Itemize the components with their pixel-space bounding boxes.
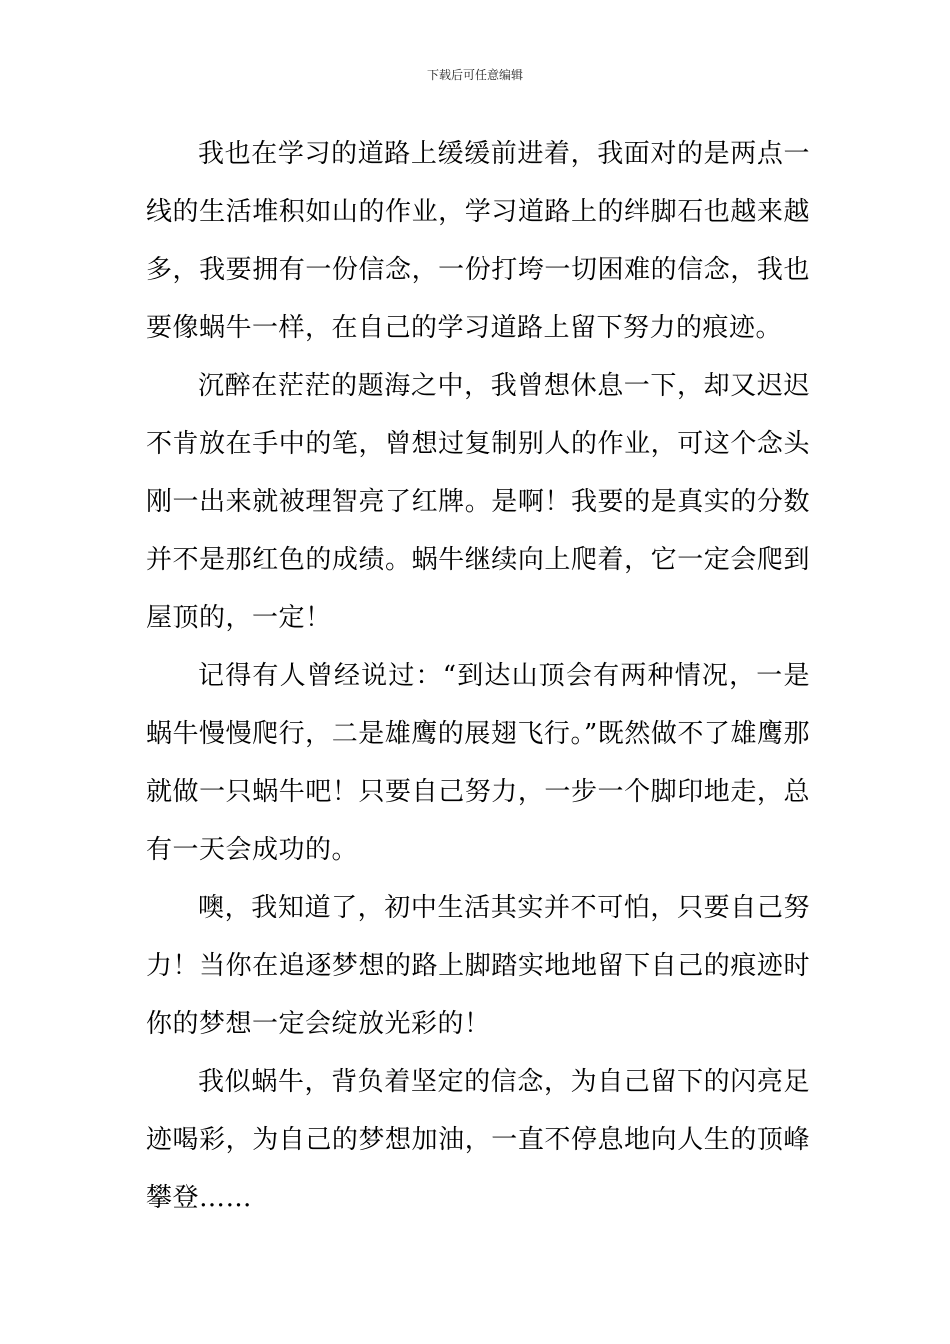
paragraph-1: 我也在学习的道路上缓缓前进着，我面对的是两点一线的生活堆积如山的作业，学习道路上的绊脚石也越来越多，我要拥有一份信念，一份打垮一切困难的信念，我也要像蜗牛一样，在自己的学习道路上留下努力的痕迹。: [146, 139, 810, 343]
paragraph-2: 沉醉在茫茫的题海之中，我曾想休息一下，却又迟迟不肯放在手中的笔，曾想过复制别人的作业，可这个念头刚一出来就被理智亮了红牌。是啊！我要的是真实的分数并不是那红色的成绩。蜗牛继续向上爬着，它一定会爬到屋顶的，一定！: [146, 371, 810, 633]
paragraph-5: 我似蜗牛，背负着坚定的信念，为自己留下的闪亮足迹喝彩，为自己的梦想加油，一直不停息地向人生的顶峰攀登……: [146, 1067, 810, 1213]
page-header-note: 下载后可任意编辑: [426, 68, 523, 82]
paragraph-4: 噢，我知道了，初中生活其实并不可怕，只要自己努力！当你在追逐梦想的路上脚踏实地地留下自己的痕迹时你的梦想一定会绽放光彩的！: [146, 893, 810, 1039]
paragraph-3: 记得有人曾经说过：“到达山顶会有两种情况，一是蜗牛慢慢爬行，二是雄鹰的展翅飞行。”既然做不了雄鹰那就做一只蜗牛吧！只要自己努力，一步一个脚印地走，总有一天会成功的。: [146, 661, 810, 865]
document-body: [146, 125, 810, 1227]
